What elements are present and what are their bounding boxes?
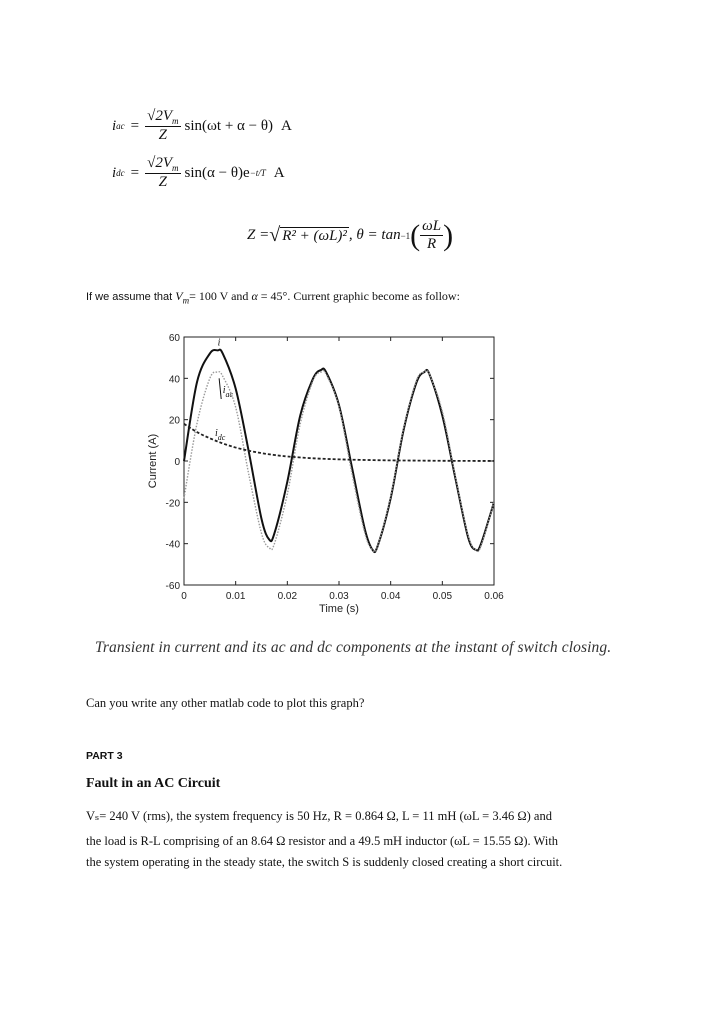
- iac-fraction: $\frac{√2V_m}{Z}$: [147, 108, 179, 143]
- y-tick-label: -40: [165, 539, 180, 551]
- assumption-line: If we assume that $V_m= 100$ V and α = 45°. Current graphic become as follow:: [86, 289, 460, 306]
- annotation-label: $i_{ac}$: [222, 384, 234, 399]
- impedance-frac-num: ωL: [422, 218, 442, 234]
- x-tick-label: 0: [181, 591, 187, 602]
- impedance-sqrt-body: R² + (ωL)²: [282, 227, 347, 244]
- iac-lhs: i: [112, 117, 117, 134]
- figure-caption: Transient in current and its ac and dc components at the instant of switch closing.: [95, 639, 612, 656]
- impedance-sup: −1: [400, 230, 411, 241]
- iac-rhs: sin(ωt + α − θ): [184, 117, 274, 134]
- x-tick-label: 0.06: [484, 591, 504, 602]
- equation-impedance: Z = √ R² + (ωL)² , θ = tan −1 ( $\frac{\omega L}{R}$ ): [247, 218, 454, 252]
- iac-coef: √2V: [147, 108, 173, 124]
- idc-lhs: i: [112, 164, 117, 181]
- assumption-alpha: α: [251, 289, 258, 303]
- iac-lhs-sub: ac: [116, 121, 125, 131]
- x-axis-label: Time (s): [319, 603, 359, 615]
- assumption-prefix: If we assume that: [86, 291, 176, 303]
- fault-line-1: Vₛ= 240 V (rms), the system frequency is 50 Hz, R = 0.864 Ω, L = 11 mH (ωL = 3.46 Ω) and: [86, 809, 552, 823]
- impedance-frac-den: R: [427, 236, 437, 252]
- idc-rhs: sin(α − θ)e: [184, 164, 250, 181]
- x-tick-label: 0.04: [380, 591, 401, 602]
- y-axis-label: Current (A): [147, 433, 159, 489]
- fault-paragraph: [86, 806, 646, 873]
- x-tick-label: 0.01: [225, 591, 246, 602]
- x-tick-label: 0.05: [432, 591, 453, 602]
- fault-line-2: the load is R-L comprising of an 8.64 Ω resistor and a 49.5 mH inductor (ωL = 15.55 Ω). With: [86, 834, 559, 848]
- impedance-fraction: [420, 218, 443, 253]
- fault-line-3: the system operating in the steady state, the switch S is suddenly closed creating a short circuit.: [86, 855, 563, 869]
- question-text: Can you write any other matlab code to plot this graph?: [86, 696, 365, 710]
- y-tick-label: 0: [174, 457, 180, 468]
- annotation-label: i: [217, 337, 221, 349]
- assumption-alpha-value: = 45°. Current graphic become as follow:: [257, 289, 460, 303]
- part-label: PART 3: [86, 750, 123, 762]
- idc-fraction: $\frac{√2V_m}{Z}$: [147, 155, 179, 190]
- y-tick-label: 20: [168, 415, 180, 427]
- annotation-sub: dc: [217, 433, 226, 443]
- fault-heading: Fault in an AC Circuit: [86, 776, 221, 791]
- y-tick-label: 60: [168, 333, 180, 344]
- annotation-sub: ac: [225, 389, 234, 399]
- y-tick-label: -60: [165, 581, 180, 592]
- assumption-vm-value: = 100 V and: [189, 289, 252, 303]
- impedance-lhs: Z =: [247, 227, 270, 243]
- equation-idc: i dc = $\frac{√2V_m}{Z}$ sin(α − θ)e −t/T A: [112, 155, 285, 190]
- annotation-label: $i_{dc}$: [215, 428, 226, 443]
- idc-coef: √2V: [147, 155, 173, 171]
- idc-lhs-sub: dc: [116, 168, 125, 178]
- current-chart: [140, 325, 540, 625]
- idc-unit: A: [273, 164, 285, 181]
- impedance-theta: , θ = tan: [348, 227, 401, 243]
- x-tick-label: 0.02: [277, 591, 298, 602]
- y-tick-label: 40: [168, 374, 180, 386]
- idc-den: Z: [158, 174, 168, 190]
- idc-rhs-sup: −t/T: [249, 168, 266, 178]
- assumption-vm: V: [175, 289, 183, 303]
- equation-iac: i ac = $\frac{√2V_m}{Z}$ sin(ωt + α − θ) A: [112, 108, 292, 143]
- iac-den: Z: [158, 127, 168, 143]
- iac-unit: A: [281, 117, 292, 134]
- y-tick-label: -20: [165, 498, 180, 510]
- x-tick-label: 0.03: [329, 591, 349, 602]
